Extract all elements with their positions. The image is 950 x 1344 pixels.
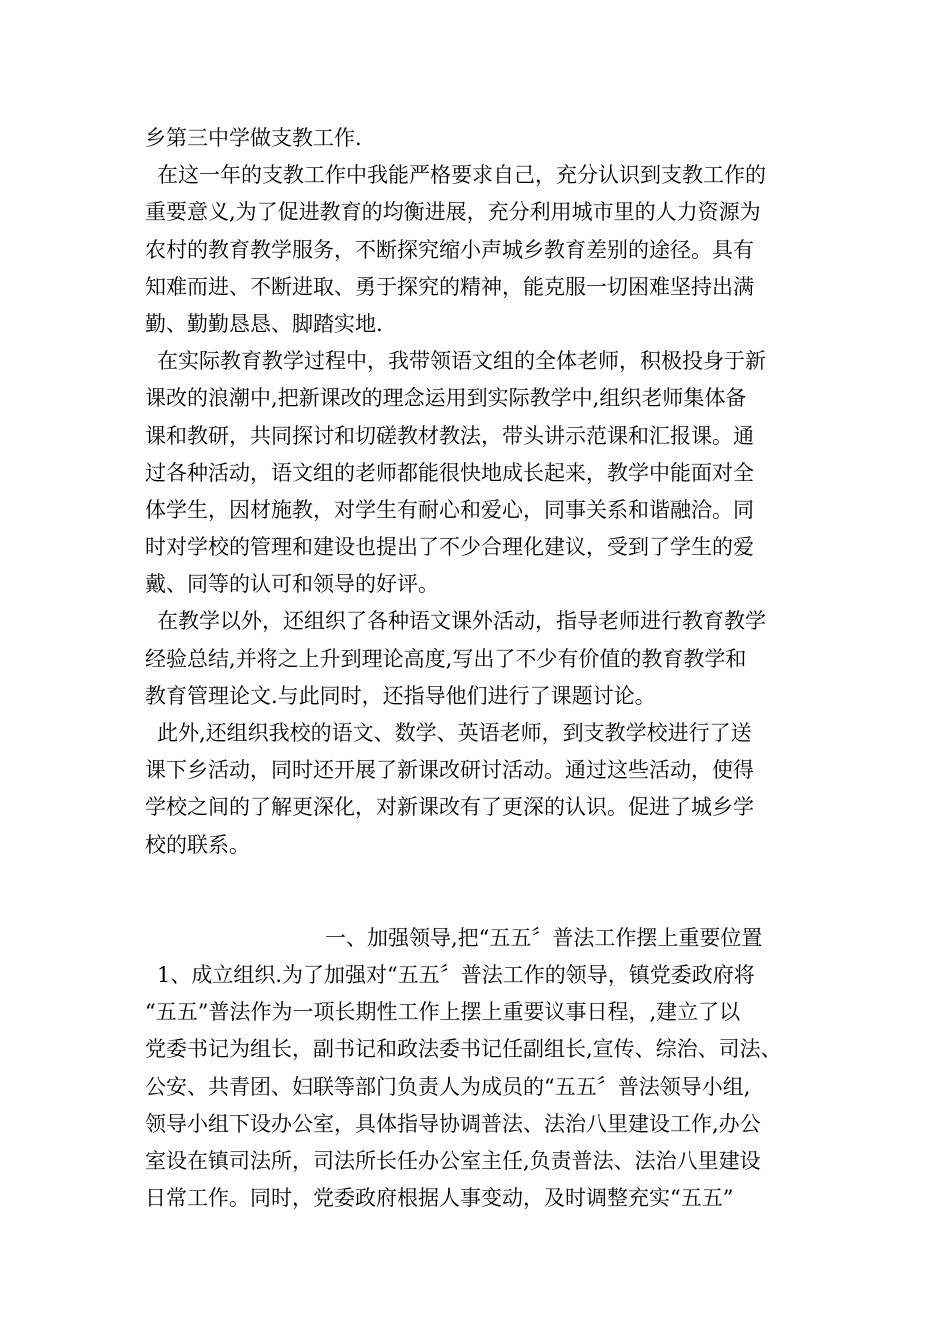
paragraph-line: 时对学校的管理和建设也提出了不少合理化建议，受到了学生的爱: [145, 535, 754, 560]
paragraph-line: 戴、同等的认可和领导的好评。: [145, 572, 439, 597]
paragraph-line: 党委书记为组长，副书记和政法委书记任副组长,宣传、综治、司法、: [145, 1037, 782, 1062]
paragraph-line: 公安、共青团、妇联等部门负责人为成员的“五五〞普法领导小组,: [145, 1074, 751, 1099]
paragraph-line: 过各种活动，语文组的老师都能很快地成长起来，教学中能面对全: [145, 460, 754, 485]
paragraph-line: 教育管理论文.与此同时，还指导他们进行了课题讨论。: [145, 683, 656, 708]
paragraph-line: 知难而进、不断进取、勇于探究的精神，能克服一切困难坚持出满: [145, 274, 754, 299]
paragraph-line: 课和教研，共同探讨和切磋教材教法，带头讲示范课和汇报课。通: [145, 423, 754, 448]
paragraph-line: 经验总结,并将之上升到理论高度,写出了不少有价值的教育教学和: [145, 646, 747, 671]
paragraph-line: 在实际教育教学过程中，我带领语文组的全体老师，积极投身于新: [157, 349, 766, 374]
paragraph-line: 学校之间的了解更深化，对新课改有了更深的认识。促进了城乡学: [145, 795, 754, 820]
section-heading: 一、加强领导,把“五五〞普法工作摆上重要位置: [325, 925, 763, 950]
paragraph-line: 乡第三中学做支教工作.: [145, 126, 362, 150]
paragraph-line: 重要意义,为了促进教育的均衡进展，充分利用城市里的人力资源为: [145, 200, 761, 225]
paragraph-line: 课改的浪潮中,把新课改的理念运用到实际教学中,组织老师集体备: [145, 386, 747, 411]
paragraph-line: 课下乡活动，同时还开展了新课改研讨活动。通过这些活动，使得: [145, 758, 754, 783]
paragraph-line: 日常工作。同时，党委政府根据人事变动，及时调整充实“五五”: [145, 1186, 734, 1211]
paragraph-line: 农村的教育教学服务，不断探究缩小声城乡教育差别的途径。具有: [145, 237, 754, 262]
paragraph-line: 在教学以外，还组织了各种语文课外活动，指导老师进行教育教学: [157, 609, 766, 634]
paragraph-line: 室设在镇司法所，司法所长任办公室主任,负责普法、法治八里建设: [145, 1148, 761, 1173]
paragraph-line: 此外,还组织我校的语文、数学、英语老师，到支教学校进行了送: [157, 721, 752, 745]
document-body: [145, 120, 825, 1217]
paragraph-line: 1、成立组织.为了加强对“五五〞普法工作的领导，镇党委政府将: [157, 962, 755, 987]
paragraph-line: 勤、勤勤恳恳、脚踏实地.: [145, 311, 383, 336]
paragraph-line: 体学生，因材施教，对学生有耐心和爱心，同事关系和谐融洽。同: [145, 497, 754, 522]
section-spacer: [145, 864, 825, 920]
paragraph-line: “五五”普法作为一项长期性工作上摆上重要议事日程，,建立了以: [145, 1000, 741, 1025]
paragraph-line: 在这一年的支教工作中我能严格要求自己，充分认识到支教工作的: [157, 163, 766, 188]
paragraph-line: 校的联系。: [145, 832, 250, 857]
paragraph-line: 领导小组下设办公室，具体指导协调普法、法治八里建设工作,办公: [145, 1111, 761, 1136]
